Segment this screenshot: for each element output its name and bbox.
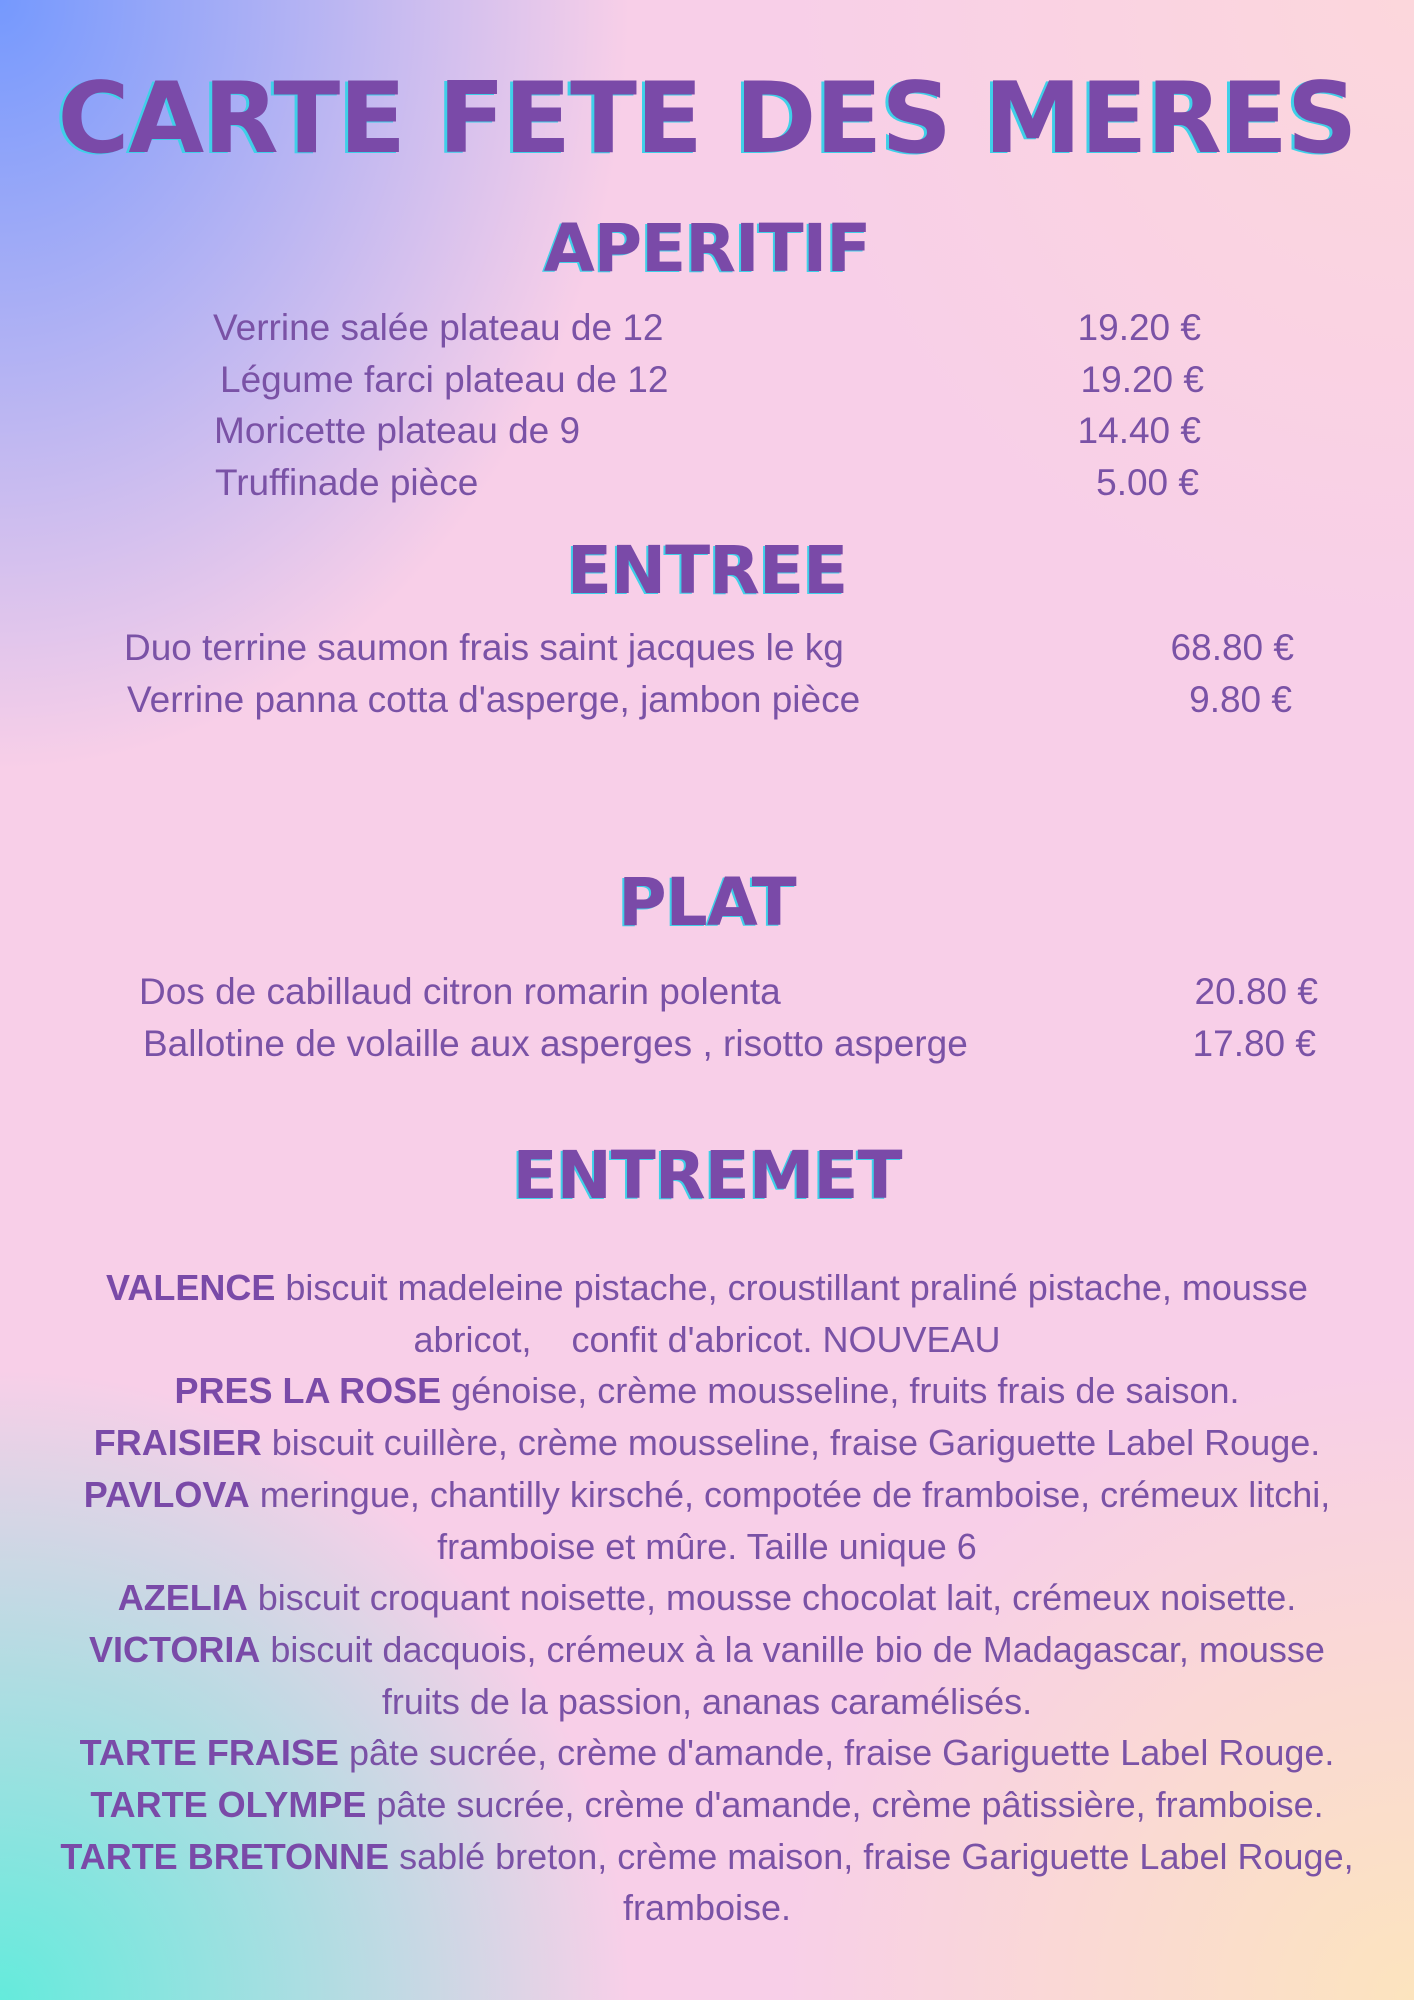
dessert-item-continuation: framboise. (622, 1887, 792, 1929)
page-title: CARTE FETE DES MERES (57, 62, 1357, 176)
dessert-name: TARTE FRAISE (79, 1732, 339, 1774)
dessert-name: VICTORIA (89, 1628, 261, 1670)
menu-item-label: Truffinade pièce (215, 462, 479, 503)
dessert-item (0, 1469, 1414, 1521)
dessert-item (0, 1365, 1414, 1417)
dessert-name: VALENCE (106, 1267, 276, 1308)
menu-item-label: Duo terrine saumon frais saint jacques le kg (124, 627, 844, 668)
dessert-description: génoise, crème mousseline, fruits frais de saison. (451, 1370, 1240, 1412)
dessert-item (0, 1262, 1414, 1314)
dessert-item (0, 1572, 1414, 1624)
menu-item-label: Ballotine de volaille aux asperges , risotto asperge (143, 1023, 968, 1064)
dessert-name: TARTE BRETONNE (60, 1835, 390, 1877)
menu-item-price: 19.20 € (1080, 359, 1204, 400)
dessert-name: TARTE OLYMPE (90, 1784, 367, 1826)
dessert-item (0, 1831, 1414, 1883)
menu-item-price: 17.80 € (1192, 1023, 1316, 1064)
section-title-aperitif: APERITIF (543, 210, 871, 287)
dessert-description: biscuit croquant noisette, mousse chocolat lait, crémeux noisette. (257, 1577, 1297, 1619)
dessert-description: meringue, chantilly kirsché, compotée de framboise, crémeux litchi, (259, 1473, 1331, 1515)
dessert-list (0, 1262, 1414, 1934)
menu-item-price: 14.40 € (1077, 410, 1201, 451)
dessert-description: biscuit madeleine pistache, croustillant praliné pistache, mousse (285, 1267, 1308, 1308)
menu-item-price: 9.80 € (1189, 679, 1292, 720)
dessert-description: pâte sucrée, crème d'amande, crème pâtissière, framboise. (376, 1784, 1324, 1826)
menu-item-label: Légume farci plateau de 12 (220, 359, 669, 400)
menu-item-price: 20.80 € (1194, 971, 1318, 1012)
menu-item-label: Verrine salée plateau de 12 (213, 307, 664, 348)
dessert-name: FRAISIER (93, 1422, 262, 1464)
dessert-description: sablé breton, crème maison, fraise Gariguette Label Rouge, (399, 1835, 1354, 1877)
dessert-description: pâte sucrée, crème d'amande, fraise Gariguette Label Rouge. (348, 1732, 1335, 1774)
dessert-item-continuation: framboise et mûre. Taille unique 6 (437, 1525, 977, 1567)
section-title-entremet: ENTREMET (512, 1137, 902, 1214)
menu-item-label: Dos de cabillaud citron romarin polenta (139, 971, 781, 1012)
menu-item-price: 68.80 € (1170, 627, 1294, 668)
dessert-item (0, 1727, 1414, 1779)
section-title-entree: ENTREE (566, 532, 848, 609)
dessert-description: biscuit dacquois, crémeux à la vanille bio de Madagascar, mousse (270, 1628, 1325, 1670)
dessert-description: biscuit cuillère, crème mousseline, fraise Gariguette Label Rouge. (271, 1422, 1321, 1464)
dessert-name: PRES LA ROSE (174, 1370, 442, 1412)
dessert-name: AZELIA (117, 1577, 248, 1619)
dessert-item-continuation: fruits de la passion, ananas caramélisés. (381, 1680, 1033, 1722)
dessert-item (0, 1417, 1414, 1469)
menu-item-label: Moricette plateau de 9 (214, 410, 581, 451)
menu-item-label: Verrine panna cotta d'asperge, jambon pièce (127, 679, 861, 720)
menu-item-price: 5.00 € (1096, 462, 1199, 503)
dessert-item (0, 1624, 1414, 1676)
dessert-name: PAVLOVA (83, 1473, 250, 1515)
section-title-plat: PLAT (618, 864, 796, 941)
menu-item-price: 19.20 € (1077, 307, 1201, 348)
dessert-item-continuation: abricot, confit d'abricot. NOUVEAU (413, 1318, 1001, 1360)
dessert-item (0, 1779, 1414, 1831)
